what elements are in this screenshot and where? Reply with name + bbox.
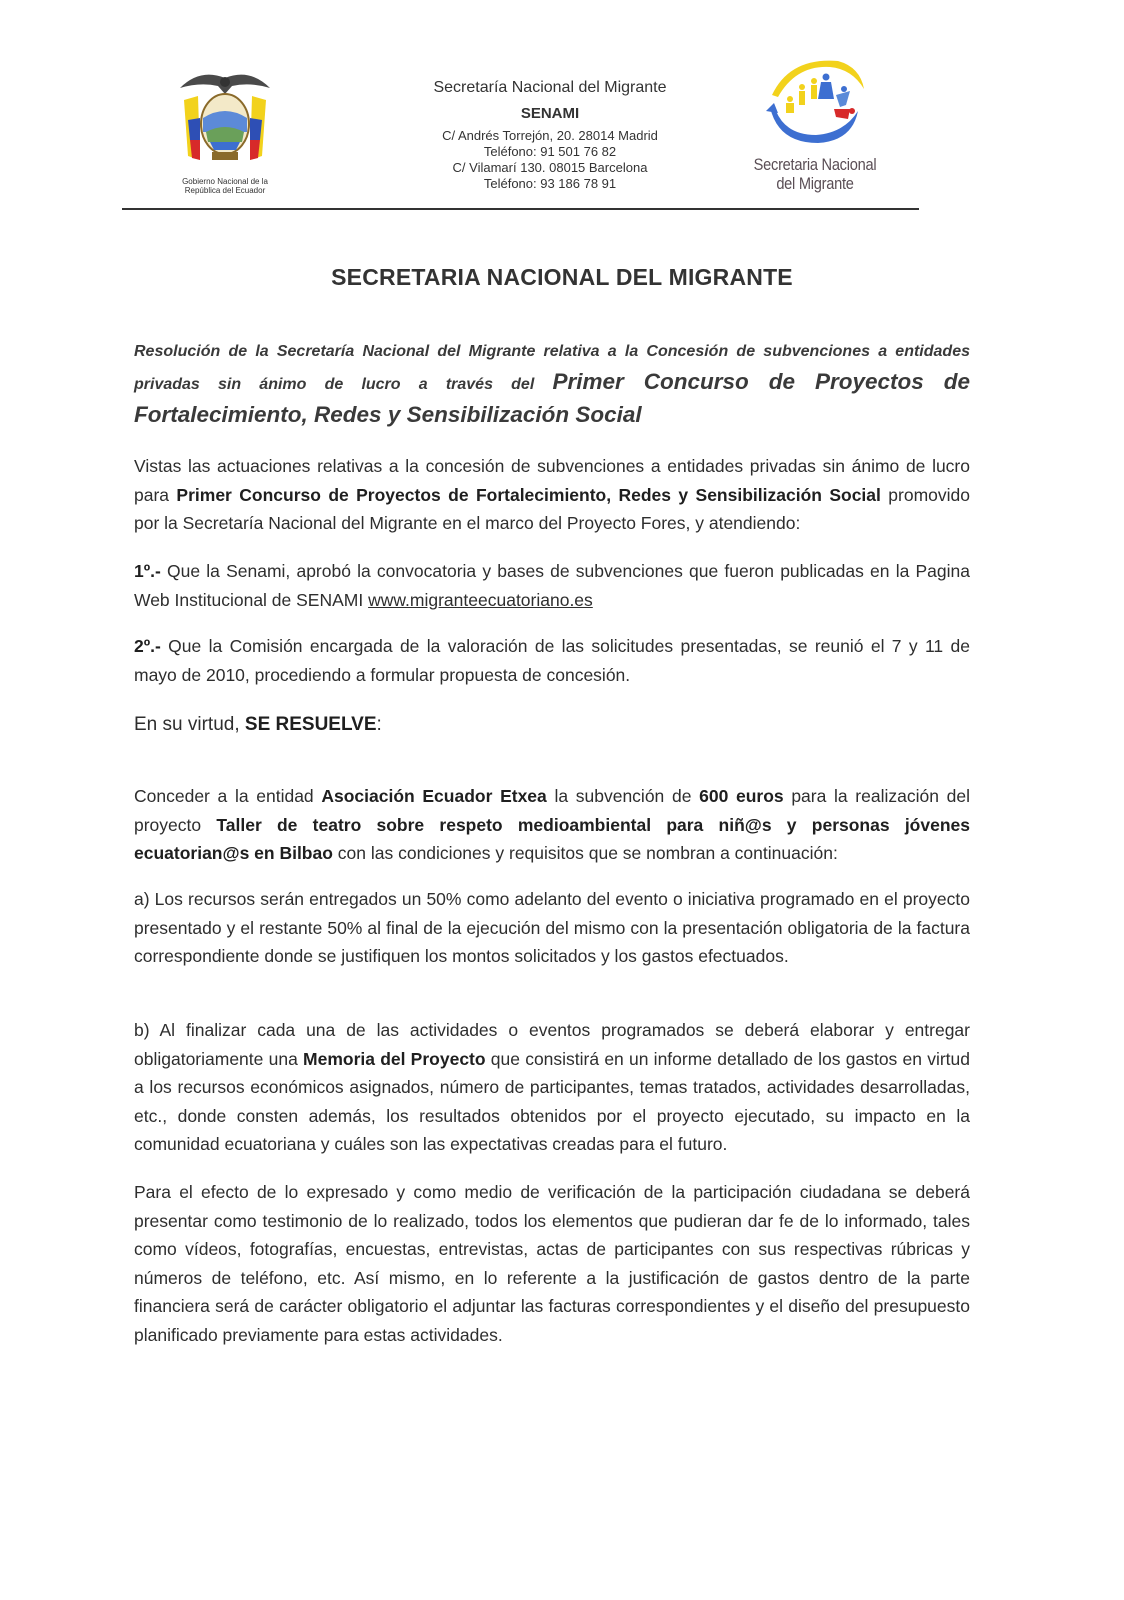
- se-resuelve: En su virtud, SE RESUELVE:: [134, 714, 382, 735]
- senami-logo-line1: Secretaria Nacional: [753, 155, 877, 174]
- project-name: Taller de teatro sobre respeto medioambiental para niñ@s y personas jóvenes ecuatorian@s en Bilbao: [134, 814, 970, 863]
- senami-logo: [735, 55, 895, 205]
- grant-amount: 600 euros: [699, 786, 784, 806]
- grant-paragraph: Conceder a la entidad Asociación Ecuador Etxea la subvención de 600 euros para la realización del proyecto Taller de teatro sobre respeto medioambiental para niñ@s y personas jóvenes ecuatorian@s en Bilbao con las condiciones y requisitos que se nombran a continuación:: [134, 786, 970, 863]
- ecuador-crest: [160, 60, 290, 205]
- senami-website-link[interactable]: www.migranteecuatoriano.es: [368, 589, 593, 610]
- address-madrid: C/ Andrés Torrejón, 20. 28014 Madrid: [442, 128, 658, 143]
- contest-name: Primer Concurso de Proyectos de Fortalecimiento, Redes y Sensibilización Social: [134, 369, 970, 427]
- vistas-paragraph: Vistas las actuaciones relativas a la concesión de subvenciones a entidades privadas sin ánimo de lucro para Primer Concurso de Proyectos de Fortalecimiento, Redes y Sensibilización Social promovido por la Secretaría Nacional del Migrante en el marco del Proyecto Fores, y atendiendo:: [134, 456, 971, 533]
- org-name: Secretaría Nacional del Migrante: [433, 79, 667, 96]
- senami-migrants-circle-logo-icon: [760, 55, 870, 150]
- phone-madrid: Teléfono: 91 501 76 82: [483, 144, 617, 159]
- point-2: 2º.- Que la Comisión encargada de la valoración de las solicitudes presentadas, se reunió el 7 y 11 de mayo de 2010, procediendo a formular propuesta de concesión.: [134, 636, 970, 685]
- org-acronym: SENAMI: [520, 105, 580, 122]
- verification-paragraph: Para el efecto de lo expresado y como medio de verificación de la participación ciudadana se deberá presentar como testimonio de lo realizado, todos los elementos que pudieran dar fe de lo informado, tales como vídeos, fotografías, encuestas, entrevistas, actas de participantes con sus respectivas rúbricas y números de teléfono, etc. Así mismo, en lo referente a la justificación de gastos dentro de la parte financiera será de carácter obligatorio el adjuntar las facturas correspondientes y el diseño del presupuesto planificado previamente para estas actividades.: [134, 1182, 970, 1345]
- phone-barcelona: Teléfono: 93 186 78 91: [483, 176, 617, 191]
- ecuador-coat-of-arms-icon: [170, 60, 280, 175]
- resolution-heading: Resolución de la Secretaría Nacional del Migrante relativa a la Concesión de subvenciones a entidades privadas sin ánimo de lucro a través del Primer Concurso de Proyectos de Fortalecimiento, Redes y Sensibilización Social: [134, 343, 970, 427]
- condition-b: b) Al finalizar cada una de las actividades o eventos programados se deberá elaborar y entregar obligatoriamente una Memoria del Proyecto que consistirá en un informe detallado de los gastos en virtud a los recursos económicos asignados, número de participantes, temas tratados, actividades desarrolladas, etc., donde consten además, los resultados obtenidos por el proyecto ejecutado, su impacto en la comunidad ecuatoriana y cuáles son las expectativas creadas para el futuro.: [134, 1020, 970, 1154]
- entity-name: Asociación Ecuador Etxea: [321, 786, 547, 806]
- letterhead-center: [400, 78, 700, 192]
- point-1: 1º.- Que la Senami, aprobó la convocatoria y bases de subvenciones que fueron publicadas en la Pagina Web Institucional de SENAMI www.migranteecuatoriano.es: [134, 561, 970, 610]
- address-barcelona: C/ Vilamarí 130. 08015 Barcelona: [452, 160, 648, 175]
- document-title: SECRETARIA NACIONAL DEL MIGRANTE: [331, 264, 793, 290]
- header-divider: [122, 208, 919, 210]
- senami-logo-line2: del Migrante: [776, 174, 854, 193]
- crest-caption: Gobierno Nacional de la República del Ecuador: [182, 177, 268, 195]
- condition-a: a) Los recursos serán entregados un 50% como adelanto del evento o iniciativa programado en el proyecto presentado y el restante 50% al final de la ejecución del mismo con la presentación obligatoria de la factura correspondiente donde se justifiquen los montos solicitados y los gastos efectuados.: [134, 889, 970, 966]
